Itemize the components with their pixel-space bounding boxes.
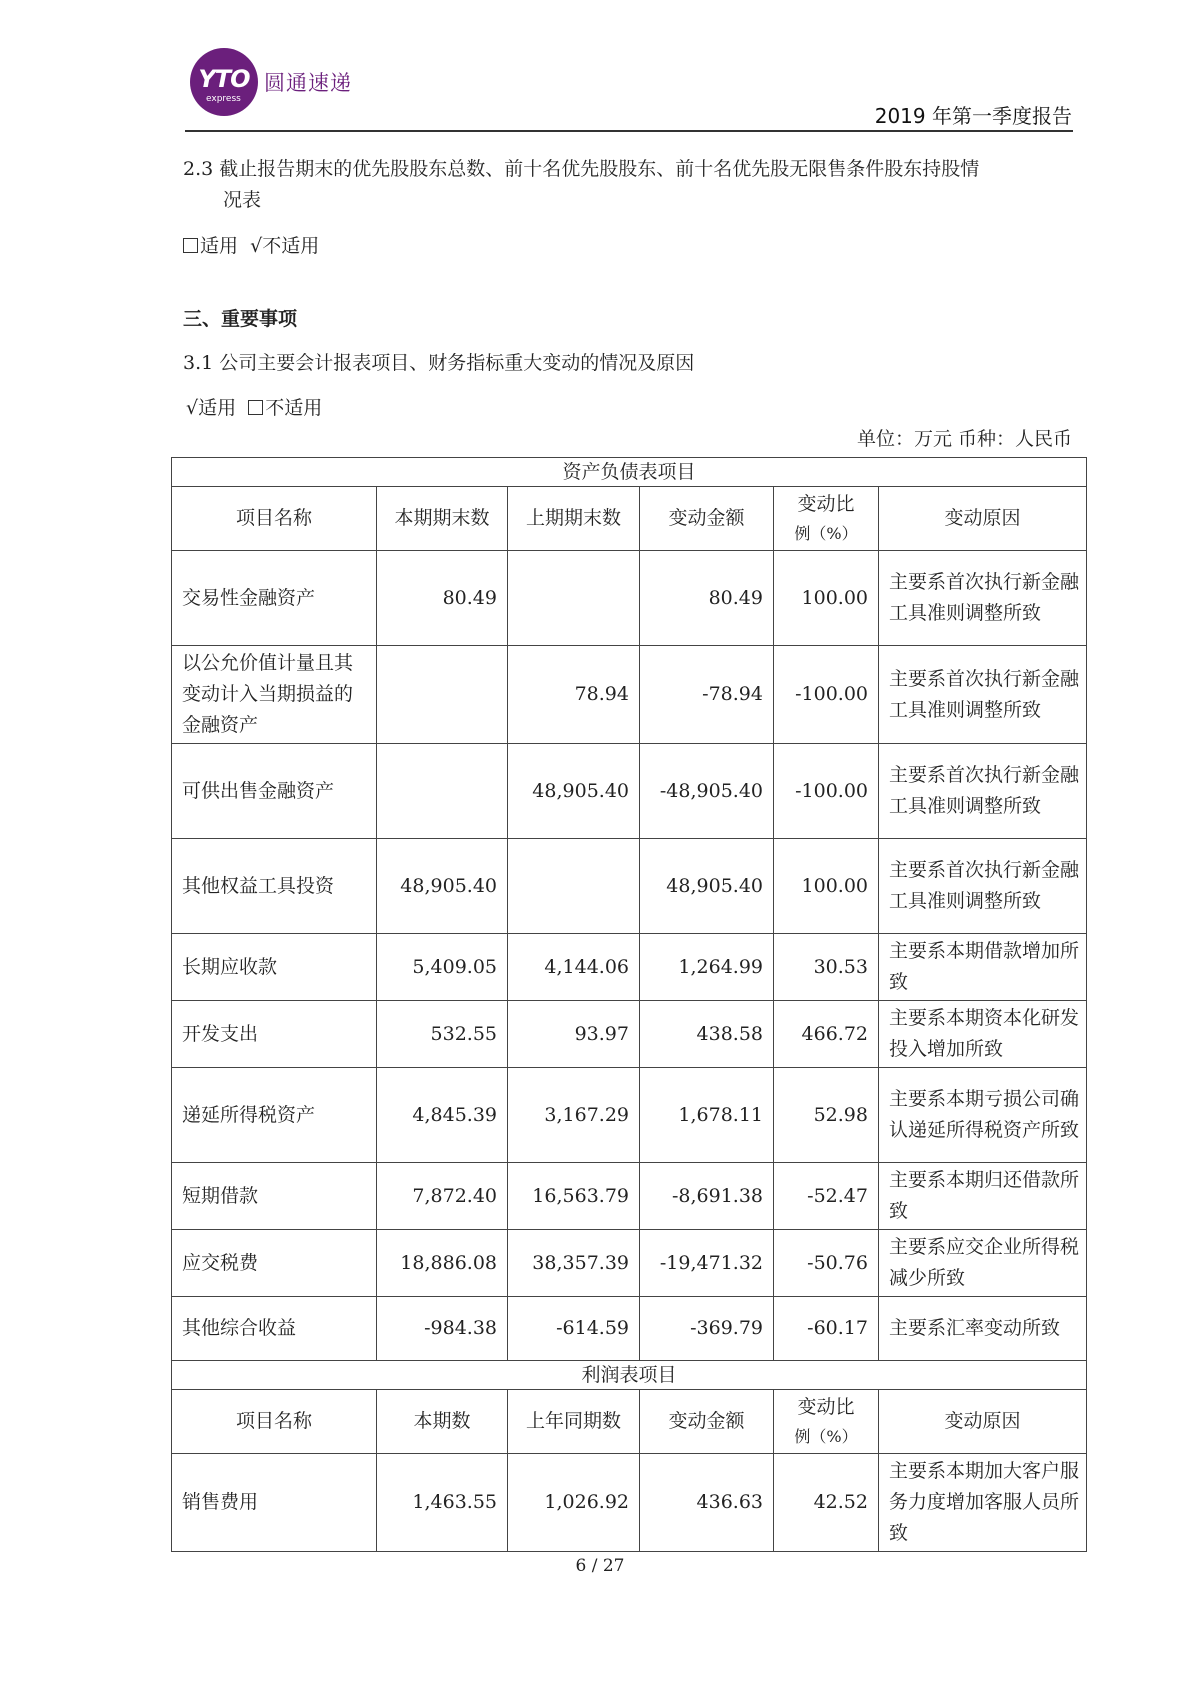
header-row <box>172 487 1087 551</box>
change-pct: -100.00 <box>774 646 879 744</box>
change-amount: -8,691.38 <box>640 1163 774 1230</box>
table-row <box>172 1163 1087 1230</box>
item-name: 可供出售金融资产 <box>172 744 377 839</box>
section-2-3 <box>183 154 1083 216</box>
change-reason: 主要系本期资本化研发投入增加所致 <box>879 1001 1087 1068</box>
col-header-reason: 变动原因 <box>879 1390 1087 1454</box>
change-pct: 100.00 <box>774 839 879 934</box>
change-pct: -100.00 <box>774 744 879 839</box>
report-title: 2019 年第一季度报告 <box>874 104 1072 128</box>
change-pct: -52.47 <box>774 1163 879 1230</box>
change-pct: 466.72 <box>774 1001 879 1068</box>
section-2-3-line2: 况表 <box>223 189 262 211</box>
table-row <box>172 839 1087 934</box>
col-header-pct-line2: 例（%） <box>794 523 858 543</box>
section-title: 利润表项目 <box>172 1361 1087 1390</box>
previous-value: 16,563.79 <box>508 1163 640 1230</box>
table-row <box>172 646 1087 744</box>
previous-value: 4,144.06 <box>508 934 640 1001</box>
col-header-name: 项目名称 <box>172 487 377 551</box>
col-header-pct <box>774 487 879 551</box>
current-value: 5,409.05 <box>377 934 508 1001</box>
logo-sub: express <box>206 94 241 104</box>
change-amount: 80.49 <box>640 551 774 646</box>
col-header-change: 变动金额 <box>640 1390 774 1454</box>
table-row <box>172 1001 1087 1068</box>
checkbox-empty-icon <box>248 400 263 415</box>
previous-value <box>508 551 640 646</box>
section-3-1: 3.1 公司主要会计报表项目、财务指标重大变动的情况及原因 <box>183 352 695 374</box>
change-reason: 主要系本期亏损公司确认递延所得税资产所致 <box>879 1068 1087 1163</box>
item-name: 短期借款 <box>172 1163 377 1230</box>
table-row <box>172 934 1087 1001</box>
table-row <box>172 1230 1087 1297</box>
change-amount: 438.58 <box>640 1001 774 1068</box>
change-reason: 主要系应交企业所得税减少所致 <box>879 1230 1087 1297</box>
current-value: 4,845.39 <box>377 1068 508 1163</box>
previous-value: 3,167.29 <box>508 1068 640 1163</box>
col-header-pct <box>774 1390 879 1454</box>
page-number: 6 / 27 <box>575 1556 625 1576</box>
col-header-current: 本期数 <box>377 1390 508 1454</box>
header-row <box>172 1390 1087 1454</box>
col-header-name: 项目名称 <box>172 1390 377 1454</box>
item-name: 其他权益工具投资 <box>172 839 377 934</box>
change-amount: -48,905.40 <box>640 744 774 839</box>
previous-value: 38,357.39 <box>508 1230 640 1297</box>
section-title: 资产负债表项目 <box>172 458 1087 487</box>
financial-changes-table <box>171 457 1087 1552</box>
previous-value: 48,905.40 <box>508 744 640 839</box>
section-2-3-line1: 2.3 截止报告期末的优先股股东总数、前十名优先股股东、前十名优先股无限售条件股东持股情 <box>183 158 980 180</box>
change-pct: 100.00 <box>774 551 879 646</box>
applicability-3-1 <box>186 393 322 424</box>
change-reason: 主要系本期借款增加所致 <box>879 934 1087 1001</box>
change-reason: 主要系本期归还借款所致 <box>879 1163 1087 1230</box>
option-applicable: √适用 <box>186 397 237 419</box>
current-value: 532.55 <box>377 1001 508 1068</box>
logo-name: 圆通速递 <box>264 71 352 95</box>
change-pct: -50.76 <box>774 1230 879 1297</box>
change-amount: 1,264.99 <box>640 934 774 1001</box>
col-header-reason: 变动原因 <box>879 487 1087 551</box>
previous-value: 1,026.92 <box>508 1454 640 1552</box>
current-value: 80.49 <box>377 551 508 646</box>
previous-value: 93.97 <box>508 1001 640 1068</box>
col-header-previous: 上年同期数 <box>508 1390 640 1454</box>
table-row <box>172 1297 1087 1361</box>
col-header-change: 变动金额 <box>640 487 774 551</box>
option-not-applicable: 不适用 <box>265 397 323 419</box>
table-row <box>172 1068 1087 1163</box>
change-reason: 主要系本期加大客户服务力度增加客服人员所致 <box>879 1454 1087 1552</box>
previous-value: 78.94 <box>508 646 640 744</box>
checkbox-empty-icon <box>183 238 198 253</box>
col-header-current: 本期期末数 <box>377 487 508 551</box>
col-header-previous: 上期期末数 <box>508 487 640 551</box>
applicability-2-3 <box>183 231 319 262</box>
change-amount: -19,471.32 <box>640 1230 774 1297</box>
item-name: 递延所得税资产 <box>172 1068 377 1163</box>
section-3-heading: 三、重要事项 <box>183 308 298 330</box>
current-value: 7,872.40 <box>377 1163 508 1230</box>
item-name: 交易性金融资产 <box>172 551 377 646</box>
section-title-row <box>172 458 1087 487</box>
company-logo <box>190 48 390 118</box>
change-amount: 1,678.11 <box>640 1068 774 1163</box>
change-pct: 30.53 <box>774 934 879 1001</box>
item-name: 销售费用 <box>172 1454 377 1552</box>
current-value <box>377 744 508 839</box>
option-applicable: 适用 <box>200 235 239 257</box>
change-amount: -369.79 <box>640 1297 774 1361</box>
change-amount: 436.63 <box>640 1454 774 1552</box>
change-amount: 48,905.40 <box>640 839 774 934</box>
current-value: -984.38 <box>377 1297 508 1361</box>
col-header-pct-line2: 例（%） <box>794 1426 858 1446</box>
change-pct: 42.52 <box>774 1454 879 1552</box>
col-header-pct-line1: 变动比 <box>797 492 855 515</box>
item-name: 开发支出 <box>172 1001 377 1068</box>
table-row <box>172 551 1087 646</box>
change-amount: -78.94 <box>640 646 774 744</box>
table-row <box>172 744 1087 839</box>
current-value: 48,905.40 <box>377 839 508 934</box>
item-name: 长期应收款 <box>172 934 377 1001</box>
change-reason: 主要系首次执行新金融工具准则调整所致 <box>879 839 1087 934</box>
previous-value: -614.59 <box>508 1297 640 1361</box>
item-name: 其他综合收益 <box>172 1297 377 1361</box>
item-name: 以公允价值计量且其变动计入当期损益的金融资产 <box>172 646 377 744</box>
change-reason: 主要系首次执行新金融工具准则调整所致 <box>879 744 1087 839</box>
current-value: 18,886.08 <box>377 1230 508 1297</box>
change-pct: -60.17 <box>774 1297 879 1361</box>
logo-mark: YTO <box>198 65 250 93</box>
change-pct: 52.98 <box>774 1068 879 1163</box>
previous-value <box>508 839 640 934</box>
current-value: 1,463.55 <box>377 1454 508 1552</box>
table-row <box>172 1454 1087 1552</box>
col-header-pct-line1: 变动比 <box>797 1395 855 1418</box>
change-reason: 主要系首次执行新金融工具准则调整所致 <box>879 551 1087 646</box>
item-name: 应交税费 <box>172 1230 377 1297</box>
change-reason: 主要系首次执行新金融工具准则调整所致 <box>879 646 1087 744</box>
unit-label: 单位：万元 币种：人民币 <box>856 428 1072 450</box>
current-value <box>377 646 508 744</box>
change-reason: 主要系汇率变动所致 <box>879 1297 1087 1361</box>
header-divider <box>185 130 1073 132</box>
section-title-row <box>172 1361 1087 1390</box>
option-not-applicable: √不适用 <box>250 235 320 257</box>
